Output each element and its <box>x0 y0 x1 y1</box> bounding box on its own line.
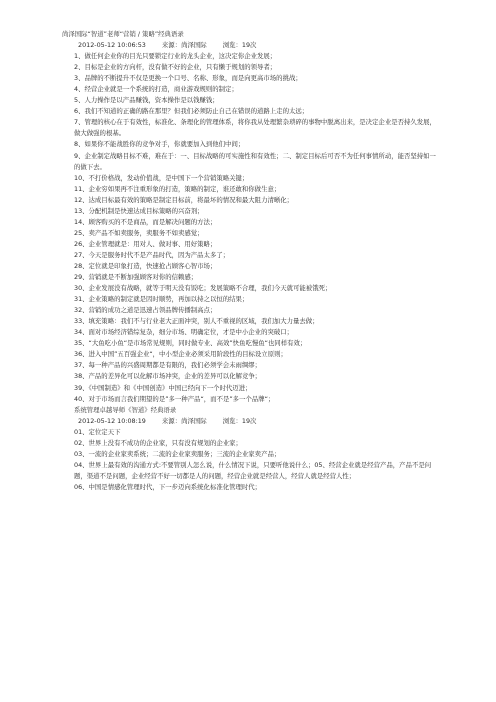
list-item: 10、不打价格战，发动价值战，是中国下一个营销策略关键； <box>74 173 249 182</box>
list-item: 25、卖产品不如卖服务，卖服务不如卖感觉； <box>74 228 204 237</box>
list-item: 28、定位就是印象打造，快速抢占顾客心智市场； <box>74 261 217 270</box>
publish-date: 2012-05-12 10:08:19 <box>78 416 146 425</box>
list-item: 4、经营企业就是一个系统的打造，商业游戏规则的制定； <box>74 85 238 94</box>
list-item: 30、企业发展没有战略，就等于明天没有饭吃；发展策略不合理，我们今天就可能被饿死； <box>74 284 332 293</box>
list-item: 37、每一种产品的兴盛周期都是有限的，我们必须学会未雨绸缪； <box>74 361 262 370</box>
list-item: 12、达成目标最有效的策略是制定目标前，将最坏的情况和最大阻力清晰化； <box>74 195 294 204</box>
source-label: 来源：尚泽国际 <box>161 416 207 425</box>
list-item: 04、世界上最有效的沟通方式:不要管别人怎么说，什么情况下说，只要听他说什么；05、经营企业就是经营产品，产品不是问题，渠道不是问题，企业经营不好一切都是人的问题，经营企业就是经营人，经营人就是经营人性； <box>74 460 432 480</box>
list-item: 01、定位定天下 <box>74 427 121 436</box>
publish-date: 2012-05-12 10:06:53 <box>78 41 146 50</box>
list-item: 38、产品的差异化可以化解市场冲突，企业的差异可以化解竞争； <box>74 372 262 381</box>
list-item: 6、我们不知道的正确的路在那里？但我们必须防止自己在错误的道路上走的太远； <box>74 107 309 116</box>
list-item: 36、进入中国”五百强企业“，中小型企业必须采用阶段性的目标设立原则； <box>74 350 287 359</box>
list-item: 06、中国是情感化管理时代，下一步迈向系统化标准化管理时代； <box>74 482 262 491</box>
list-item: 8、如果你不能战胜你的竞争对手，你就要加入到他们中间； <box>74 140 245 149</box>
list-item: 31、企业策略的制定就是因时顺势，再加以持之以恒的结果； <box>74 295 249 304</box>
list-item: 32、营销的成功之道是迅速占领品牌传播制高点； <box>74 306 217 315</box>
list-item: 02、世界上没有不成功的企业家，只有没有规划的企业家； <box>74 438 242 447</box>
list-item: 7、管理的核心在于有效性，标准化、条理化的管理体系，将你我从处理繁杂琐碎的事物中脱离出来，是决定企业是否持久发展，做大做强的根基。 <box>74 118 436 138</box>
article-meta-1 <box>62 40 440 51</box>
list-item: 34、面对市场经济错综复杂，细分市场、明确定位，才是中小企业的突破口； <box>74 328 294 337</box>
list-item: 29、营销就是不断加强顾客对你的信赖感； <box>74 273 198 282</box>
list-item: 39、《中国制造》和《中国创造》中国已经向下一个时代迈进； <box>74 383 252 392</box>
article-title-2: 系统管理卓越导师《智道》经典语录 <box>74 405 177 414</box>
list-item: 03、一流的企业家卖系统；二流的企业家卖服务；三流的企业家卖产品； <box>74 449 281 458</box>
list-item: 13、分配机制是快速达成目标策略的兴奋剂； <box>74 206 204 215</box>
list-item: 2、目标是企业的方向杆，没有做不好的企业，只有懒于规划的领导者； <box>74 63 277 72</box>
list-item: 9、企业制定战略目标不难，难在于：一、目标战略的可实施性和有效性；二、制定目标后可否不为任何事情所动，能否坚持如一的做下去。 <box>74 151 436 171</box>
view-count: 浏览：19次 <box>222 416 257 425</box>
quote-list-2 <box>62 427 440 493</box>
list-item: 40、对于市场而言我们期望的是”多一种产品“，而不是”多一个品牌“； <box>74 394 275 403</box>
list-item: 1、做任何企业你的目光只要锁定行业的龙头企业，这决定你企业发展； <box>74 52 277 61</box>
document-body <box>62 29 440 493</box>
list-item: 14、顾客购买的不是商品，而是解决问题的方法； <box>74 217 217 226</box>
list-item: 33、填充策略：我们不与行业老大正面冲突，别人不重视的区域，我们加大力量去做； <box>74 317 319 326</box>
list-item: 11、企业穷如果再不注重形象的打造，策略的制定，谁还敢和你做生意； <box>74 184 281 193</box>
list-item: 27、今天是服务时代不是产品时代，因为产品太多了； <box>74 250 230 259</box>
list-item: 26、企业管理就是：用对人、做对事、用好策略； <box>74 239 217 248</box>
article-title-1: 尚泽国际“智道”老师“营销 / 策略”经典语录 <box>62 30 184 38</box>
source-label: 来源：尚泽国际 <box>161 41 207 50</box>
list-item: 5、人力操作是以产品赚钱，资本操作是以钱赚钱； <box>74 96 219 105</box>
list-item: 3、品牌的不断提升不仅是更换一个口号、名称、形象，而是向更高市场的挑战； <box>74 74 302 83</box>
article-meta-2 <box>62 416 440 427</box>
view-count: 浏览：19次 <box>222 41 257 50</box>
list-item: 35、“大鱼吃小鱼“是市场常见规则，同时做专业、高效”快鱼吃慢鱼“也同样有效； <box>74 339 307 348</box>
quote-list-1 <box>62 51 440 405</box>
